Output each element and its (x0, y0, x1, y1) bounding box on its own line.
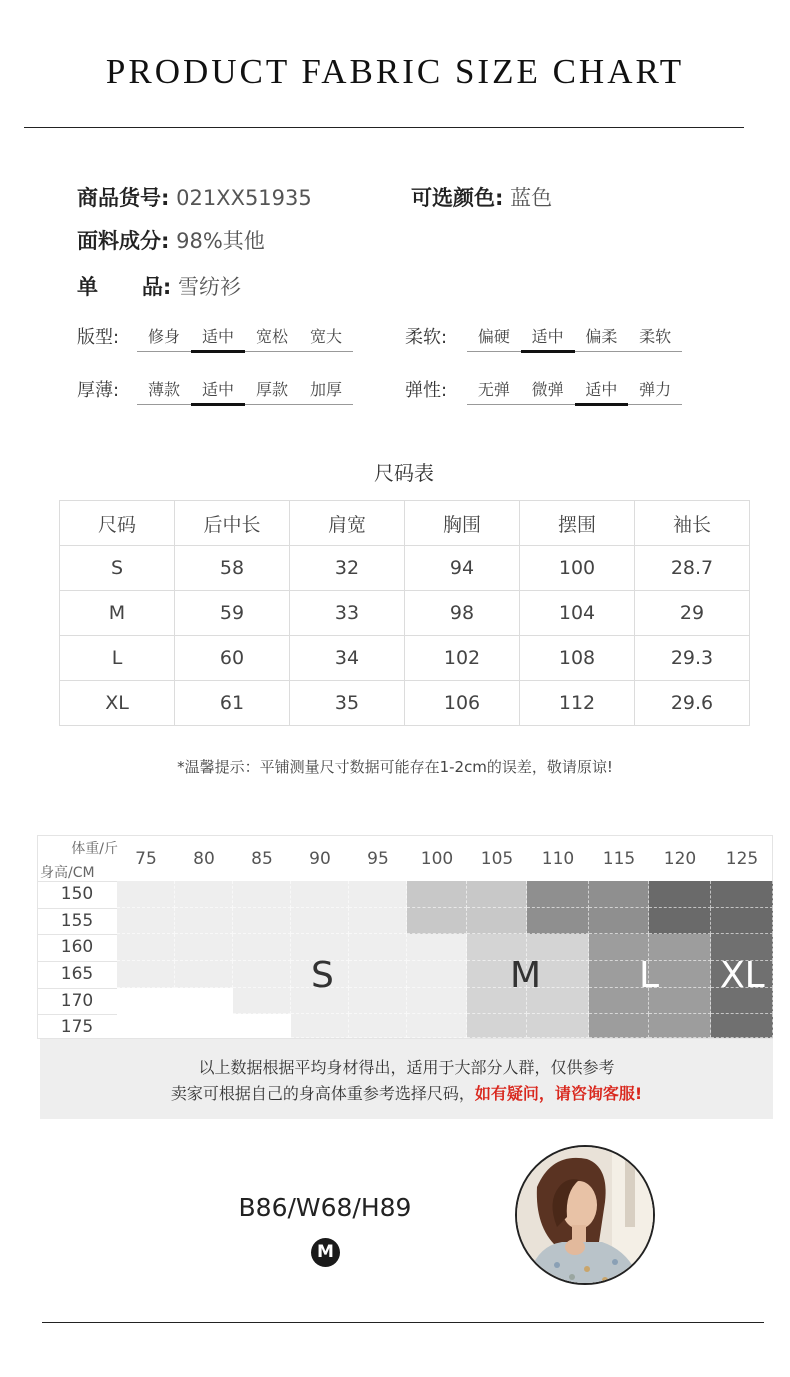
height-header-155: 155 (60, 911, 94, 931)
fit-cell (175, 908, 233, 934)
elasticity-option-3: 弹力 (639, 380, 672, 399)
height-axis-label: 身高/CM (40, 865, 95, 881)
fit-cell (407, 881, 467, 908)
table-cell: 58 (175, 546, 290, 591)
single-key: 单 品: (77, 275, 172, 299)
thickness-option-2: 厚款 (255, 380, 288, 399)
table-cell: 108 (520, 636, 635, 681)
size-table-header-4: 摆围 (520, 501, 635, 546)
fit-cell (233, 934, 291, 961)
thickness-label: 厚薄: (77, 380, 120, 401)
fit-cell (175, 934, 233, 961)
table-cell: 61 (175, 681, 290, 726)
row-divider (37, 961, 117, 962)
row-divider (37, 1014, 117, 1015)
fabric-value: 98%其他 (176, 229, 265, 253)
disclaimer-line-2-text: 卖家可根据自己的身高体重参考选择尺码， (170, 1084, 475, 1103)
softness-options (467, 322, 682, 352)
model-portrait-image (517, 1147, 655, 1285)
fit-option-2: 宽松 (255, 327, 288, 346)
fit-cell (589, 1014, 649, 1038)
size-table-header-5: 袖长 (635, 501, 750, 546)
fit-cell (233, 881, 291, 908)
thickness-options (137, 375, 353, 405)
fit-cell (649, 1014, 711, 1038)
table-cell: 112 (520, 681, 635, 726)
size-table-header-1: 后中长 (175, 501, 290, 546)
table-cell: 34 (290, 636, 405, 681)
table-cell: XL (60, 681, 175, 726)
size-table (59, 500, 750, 726)
table-cell: 35 (290, 681, 405, 726)
top-divider (24, 127, 744, 128)
fit-cell (233, 988, 291, 1014)
fit-cell (467, 908, 527, 934)
fit-cell (407, 988, 467, 1014)
model-measurements: B86/W68/H89 (238, 1193, 412, 1222)
fit-cell (711, 908, 773, 934)
fit-cell (175, 961, 233, 988)
table-cell: L (60, 636, 175, 681)
row-divider (37, 988, 117, 989)
weight-header-100: 100 (420, 849, 454, 869)
elasticity-label: 弹性: (405, 380, 448, 401)
fit-cell (349, 961, 407, 988)
fit-cell (527, 881, 589, 908)
table-cell: M (60, 591, 175, 636)
elasticity-option-2: 适中 (575, 375, 629, 404)
table-cell: 29.3 (635, 636, 750, 681)
fit-cell (589, 908, 649, 934)
fit-cell (117, 961, 175, 988)
fit-cell (349, 934, 407, 961)
fit-cell (291, 908, 349, 934)
thickness-option-1: 适中 (191, 375, 245, 404)
model-size-badge: M (311, 1238, 340, 1267)
fit-cell (527, 1014, 589, 1038)
fit-cell (467, 881, 527, 908)
softness-option-0: 偏硬 (477, 327, 510, 346)
table-cell: 29 (635, 591, 750, 636)
table-cell: 104 (520, 591, 635, 636)
height-header-160: 160 (60, 937, 94, 957)
fit-cell (407, 934, 467, 961)
page-title: PRODUCT FABRIC SIZE CHART (105, 52, 685, 91)
thickness-option-0: 薄款 (147, 380, 180, 399)
table-row (60, 591, 750, 636)
disclaimer-line-2 (40, 1081, 773, 1107)
row-divider (37, 881, 117, 882)
fit-cell (407, 908, 467, 934)
weight-header-105: 105 (480, 849, 514, 869)
fit-cell (291, 881, 349, 908)
fit-cell (117, 934, 175, 961)
size-zone-label-m: M (510, 955, 542, 996)
softness-option-3: 柔软 (639, 327, 672, 346)
fit-cell (349, 881, 407, 908)
elasticity-option-0: 无弹 (477, 380, 510, 399)
fit-label: 版型: (77, 327, 120, 348)
size-zone-label-s: S (311, 955, 334, 996)
weight-header-90: 90 (309, 849, 331, 869)
fit-options (137, 322, 353, 352)
size-zone-label-xl: XL (720, 955, 765, 996)
fit-cell (349, 988, 407, 1014)
table-cell: 32 (290, 546, 405, 591)
elasticity-options (467, 375, 682, 405)
size-zone-label-l: L (639, 955, 660, 996)
elasticity-option-1: 微弹 (531, 380, 564, 399)
disclaimer-line-1: 以上数据根据平均身材得出，适用于大部分人群，仅供参考 (198, 1058, 615, 1077)
fit-cell (589, 881, 649, 908)
model-photo (515, 1145, 655, 1285)
fit-cell (467, 1014, 527, 1038)
table-cell: 28.7 (635, 546, 750, 591)
row-divider (37, 934, 117, 935)
table-cell: 102 (405, 636, 520, 681)
table-row (60, 636, 750, 681)
table-cell: 106 (405, 681, 520, 726)
fit-cell (527, 908, 589, 934)
measurement-note: *温馨提示：平铺测量尺寸数据可能存在1-2cm的误差，敬请原谅! (177, 758, 613, 776)
table-cell: 59 (175, 591, 290, 636)
table-cell: 29.6 (635, 681, 750, 726)
table-row (60, 681, 750, 726)
fit-cell (407, 1014, 467, 1038)
size-table-header-0: 尺码 (60, 501, 175, 546)
row-divider (37, 908, 117, 909)
disclaimer-contact-text: 如有疑问，请咨询客服! (474, 1084, 643, 1103)
weight-header-80: 80 (193, 849, 215, 869)
fit-option-3: 宽大 (309, 327, 342, 346)
fit-cell (711, 1014, 773, 1038)
fit-cell (233, 908, 291, 934)
fit-cell (233, 961, 291, 988)
table-cell: 100 (520, 546, 635, 591)
fabric-info (77, 225, 265, 255)
single-value: 雪纺衫 (177, 275, 241, 299)
weight-header-110: 110 (541, 849, 575, 869)
height-header-150: 150 (60, 884, 94, 904)
weight-header-95: 95 (367, 849, 389, 869)
size-table-header-3: 胸围 (405, 501, 520, 546)
single-info (77, 271, 241, 301)
size-table-header-2: 肩宽 (290, 501, 405, 546)
item-number-value: 021XX51935 (176, 186, 312, 210)
fit-cell (407, 961, 467, 988)
fit-cell (649, 881, 711, 908)
weight-header-75: 75 (135, 849, 157, 869)
thickness-option-3: 加厚 (309, 380, 342, 399)
fit-cell (117, 881, 175, 908)
disclaimer (40, 1039, 773, 1119)
size-table-header-row (60, 501, 750, 546)
table-cell: 60 (175, 636, 290, 681)
fit-cell (175, 881, 233, 908)
table-cell: 98 (405, 591, 520, 636)
softness-label: 柔软: (405, 327, 448, 348)
fit-cell (291, 1014, 349, 1038)
fit-cell (711, 881, 773, 908)
weight-header-115: 115 (602, 849, 636, 869)
bottom-divider (42, 1322, 764, 1323)
color-info (411, 182, 552, 212)
item-number-key: 商品货号: (77, 186, 170, 210)
weight-header-85: 85 (251, 849, 273, 869)
fit-cell (349, 908, 407, 934)
height-header-170: 170 (60, 991, 94, 1011)
height-header-165: 165 (60, 964, 94, 984)
table-cell: 33 (290, 591, 405, 636)
fit-option-1: 适中 (191, 322, 245, 351)
softness-option-2: 偏柔 (585, 327, 618, 346)
height-header-175: 175 (60, 1017, 94, 1037)
size-table-title: 尺码表 (374, 461, 434, 485)
fit-cell (117, 908, 175, 934)
table-row (60, 546, 750, 591)
fit-cell (349, 1014, 407, 1038)
fit-option-0: 修身 (147, 327, 180, 346)
weight-header-120: 120 (663, 849, 697, 869)
weight-header-125: 125 (725, 849, 759, 869)
softness-option-1: 适中 (521, 322, 575, 351)
fit-cell (233, 1014, 291, 1038)
weight-axis-label: 体重/斤 (71, 841, 118, 857)
table-cell: S (60, 546, 175, 591)
color-key: 可选颜色: (411, 186, 504, 210)
color-value: 蓝色 (510, 186, 553, 210)
fit-cell (175, 1014, 233, 1038)
item-number (77, 182, 312, 212)
fit-cell (117, 1014, 175, 1038)
fit-cell (649, 908, 711, 934)
fit-cell (117, 988, 175, 1014)
fabric-key: 面料成分: (77, 229, 170, 253)
table-cell: 94 (405, 546, 520, 591)
fit-cell (175, 988, 233, 1014)
